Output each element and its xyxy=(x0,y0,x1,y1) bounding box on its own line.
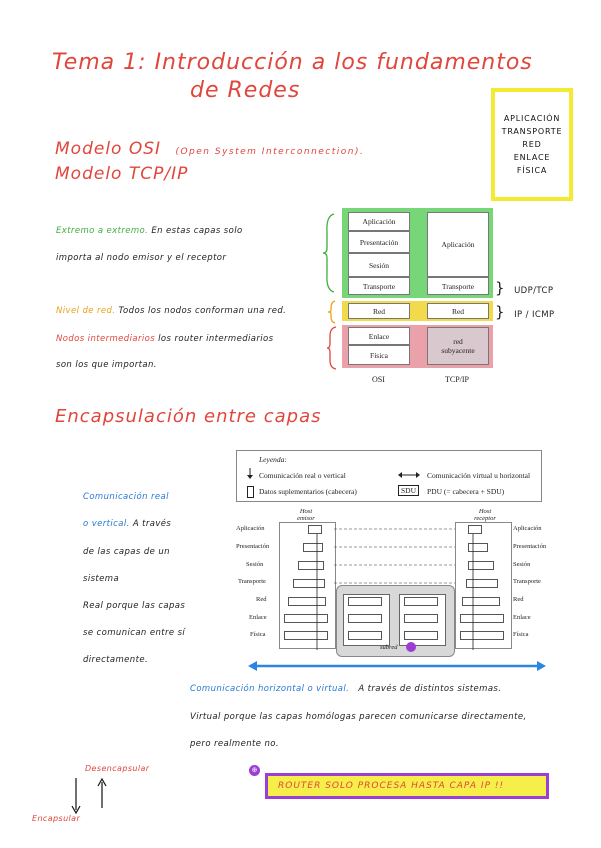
encap-layer-left: Enlace xyxy=(249,614,267,621)
legend-sdu-label: SDU xyxy=(401,486,417,495)
osi-layer-presentacion: Presentación xyxy=(348,231,410,253)
horizontal-note xyxy=(190,684,501,694)
encap-layer-right: Física xyxy=(513,631,529,638)
legend-header: Datos suplementarios (cabecera) xyxy=(259,487,357,496)
osi-model-note: (Open System Interconnection). xyxy=(175,147,365,157)
subred-label: subred xyxy=(380,644,398,651)
encap-note-line6: se comunican entre sí xyxy=(83,628,186,638)
layer-list-item: ENLACE xyxy=(513,153,551,162)
arrow-down-icon xyxy=(71,778,81,814)
note-nivel-red-label: Nivel de red. xyxy=(56,306,116,316)
virtual-links xyxy=(236,508,546,658)
encap-heading: Encapsulación entre capas xyxy=(55,406,322,427)
note-extremo-label: Extremo a extremo. xyxy=(56,226,149,236)
horizontal-note-text: A través de distintos sistemas. xyxy=(358,684,502,694)
host-receptor-label: Host receptor xyxy=(474,508,496,522)
header-swatch-icon xyxy=(247,486,254,498)
legend-box xyxy=(236,450,542,502)
side-label-udp-tcp xyxy=(495,279,553,297)
osi-layer-enlace: Enlace xyxy=(348,327,410,345)
arrow-up-icon xyxy=(97,778,107,808)
page-title: Tema 1: Introducción a los fundamentos xyxy=(52,50,533,75)
layer-list-item: RED xyxy=(522,140,542,149)
column-label-tcp: TCP/IP xyxy=(445,375,470,384)
tcp-layer-aplicacion: Aplicación xyxy=(427,212,489,277)
encap-layer-right: Presentación xyxy=(513,543,547,550)
side-label-ip-icmp xyxy=(495,303,554,321)
brace-green xyxy=(322,212,336,294)
note-extremo-text: En estas capas solo xyxy=(151,226,243,236)
encap-layer-right: Transporte xyxy=(513,578,541,585)
encap-layer-left: Red xyxy=(256,596,267,603)
note-nivel-red xyxy=(56,306,286,316)
encap-layer-right: Enlace xyxy=(513,614,531,621)
note-extremo-line2: importa al nodo emisor y el receptor xyxy=(56,253,227,263)
column-label-osi: OSI xyxy=(372,375,385,384)
encap-note-vertical-text: A través xyxy=(132,519,172,529)
side-label-udp-tcp-text: UDP/TCP xyxy=(514,286,554,296)
encap-layer-left: Transporte xyxy=(238,578,266,585)
osi-layer-sesion: Sesión xyxy=(348,253,410,277)
horizontal-note-line3: pero realmente no. xyxy=(190,739,279,749)
encap-layer-left: Presentación xyxy=(236,543,270,550)
brace-right-icon: } xyxy=(495,279,505,297)
horizontal-note-label: Comunicación horizontal o virtual. xyxy=(190,684,350,694)
note-extremo xyxy=(56,226,243,236)
encap-note-line4: sistema xyxy=(83,574,120,584)
note-nodos-label: Nodos intermediarios xyxy=(56,334,156,344)
encap-note-vertical xyxy=(83,519,171,529)
encap-note-line3: de las capas de un xyxy=(83,547,170,557)
osi-model-heading xyxy=(55,139,364,159)
brace-orange xyxy=(327,300,337,324)
encap-note-vertical-label: o vertical. xyxy=(83,519,130,529)
osi-model-label: Modelo OSI xyxy=(55,139,162,159)
legend-title: Leyenda: xyxy=(259,455,287,464)
side-label-ip-icmp-text: IP / ICMP xyxy=(514,310,555,320)
legend-virtual: Comunicación virtual u horizontal xyxy=(427,471,531,480)
osi-layer-red: Red xyxy=(348,303,410,319)
encap-layer-left: Sesión xyxy=(246,561,264,568)
encap-layer-left: Física xyxy=(250,631,266,638)
note-marker-icon: ⊕ xyxy=(249,765,260,776)
encap-note-line5: Real porque las capas xyxy=(83,601,186,611)
encap-layer-right: Sesión xyxy=(513,561,531,568)
note-nodos-text: los router intermediarios xyxy=(158,334,274,344)
host-emisor-label: Host emisor xyxy=(297,508,315,522)
layer-list-item: APLICACIÓN xyxy=(503,114,561,123)
layer-list-item: TRANSPORTE xyxy=(501,127,563,136)
encap-layer-right: Aplicación xyxy=(513,525,542,532)
osi-layer-aplicacion: Aplicación xyxy=(348,212,410,231)
note-nodos-line2: son los que importan. xyxy=(56,360,157,370)
tcp-model-heading: Modelo TCP/IP xyxy=(55,164,189,184)
tcp-layer-transporte: Transporte xyxy=(427,277,489,295)
osi-layer-transporte: Transporte xyxy=(348,277,410,295)
encap-note-real: Comunicación real xyxy=(83,492,169,502)
page-title-line2: de Redes xyxy=(190,78,301,103)
legend-real: Comunicación real o vertical xyxy=(259,471,346,480)
router-note-box xyxy=(265,773,549,799)
arrow-horizontal-icon xyxy=(398,472,420,478)
legend-pdu: PDU (= cabecera + SDU) xyxy=(427,487,505,496)
desencapsular-label: Desencapsular xyxy=(85,764,150,773)
encapsular-label: Encapsular xyxy=(32,814,81,823)
layer-list-box xyxy=(491,88,573,201)
arrow-down-icon xyxy=(247,468,253,480)
encap-layer-right: Red xyxy=(513,596,524,603)
brace-right-icon: } xyxy=(495,303,505,321)
horizontal-note-line2: Virtual porque las capas homólogas parecen comunicarse directamente, xyxy=(190,712,527,722)
encapsulation-diagram xyxy=(236,508,546,658)
brace-pink xyxy=(326,326,338,370)
tcp-layer-subyacente: red subyacente xyxy=(427,327,489,365)
note-nivel-red-text: Todos los nodos conforman una red. xyxy=(118,306,287,316)
osi-tcp-diagram xyxy=(345,210,491,390)
legend-sdu-box xyxy=(398,485,419,496)
horizontal-comm-arrow xyxy=(248,660,546,672)
encap-layer-left: Aplicación xyxy=(236,525,265,532)
encap-note-line7: directamente. xyxy=(83,655,149,665)
note-nodos xyxy=(56,334,273,344)
layer-list-item: FÍSICA xyxy=(516,166,548,175)
router-note-text: ROUTER SOLO PROCESA HASTA CAPA IP !! xyxy=(278,781,505,791)
osi-layer-fisica: Física xyxy=(348,345,410,365)
tcp-layer-red: Red xyxy=(427,303,489,319)
